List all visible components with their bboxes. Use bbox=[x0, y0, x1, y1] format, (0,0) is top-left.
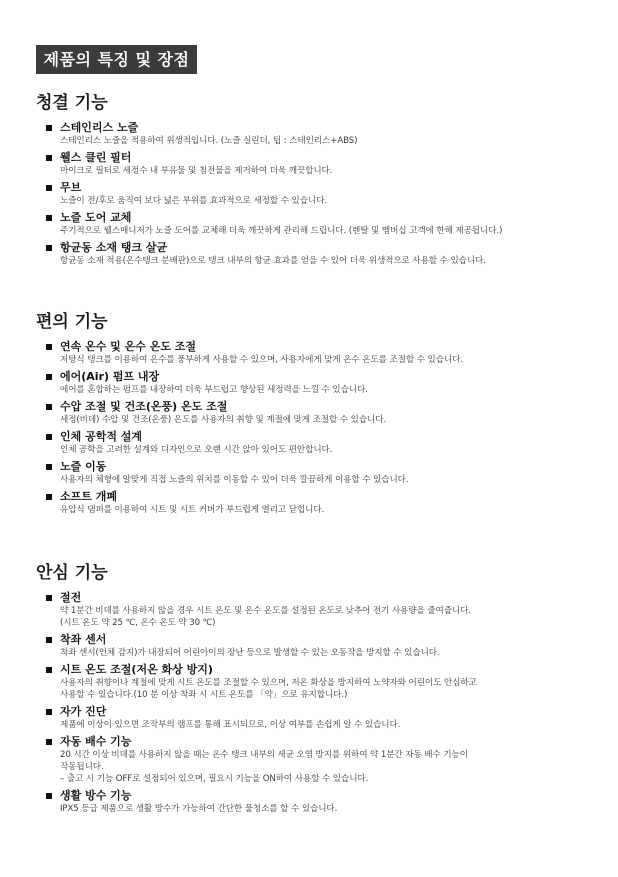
square-bullet-icon bbox=[46, 434, 52, 440]
section-title: 편의 기능 bbox=[36, 312, 108, 332]
feature-title-text: 에어(Air) 펌프 내장 bbox=[60, 370, 160, 383]
description-line: 유압식 댐퍼를 이용하여 시트 및 시트 커버가 부드럽게 열리고 닫힙니다. bbox=[60, 505, 325, 515]
feature-title bbox=[46, 369, 596, 384]
description-line: 노즐이 전/후로 움직여 보다 넓은 부위를 효과적으로 세정할 수 있습니다. bbox=[60, 196, 327, 206]
feature-item bbox=[46, 399, 596, 426]
description-line: 주기적으로 웰스매니저가 노즐 도어를 교체해 더욱 깨끗하게 관리해 드립니다. (렌탈 및 멤버십 고객에 한해 제공됩니다.) bbox=[60, 226, 503, 236]
feature-item bbox=[46, 120, 596, 147]
square-bullet-icon bbox=[46, 464, 52, 470]
square-bullet-icon bbox=[46, 125, 52, 131]
feature-title-text: 노즐 도어 교체 bbox=[60, 211, 132, 224]
feature-item bbox=[46, 459, 596, 486]
feature-list bbox=[36, 590, 596, 815]
feature-description bbox=[60, 255, 596, 267]
feature-description bbox=[60, 474, 596, 486]
description-line: (시트 온도 약 25 ℃, 온수 온도 약 30 ℃) bbox=[60, 618, 216, 628]
feature-description bbox=[60, 803, 596, 815]
feature-title-text: 스테인리스 노즐 bbox=[60, 121, 139, 134]
feature-description bbox=[60, 135, 596, 147]
feature-title-text: 수압 조절 및 건조(온풍) 온도 조절 bbox=[60, 400, 228, 413]
feature-description bbox=[60, 605, 596, 629]
feature-title bbox=[46, 459, 596, 474]
feature-title bbox=[46, 240, 596, 255]
feature-title bbox=[46, 150, 596, 165]
feature-list bbox=[36, 120, 596, 267]
feature-title bbox=[46, 704, 596, 719]
feature-item bbox=[46, 180, 596, 207]
feature-title-text: 무브 bbox=[60, 181, 82, 194]
feature-title-text: 연속 온수 및 온수 온도 조절 bbox=[60, 340, 197, 353]
section-title: 청결 기능 bbox=[36, 93, 108, 113]
feature-item bbox=[46, 150, 596, 177]
page-banner: 제품의 특징 및 장점 bbox=[36, 45, 197, 74]
description-line: 사용할 수 있습니다.(10 분 이상 착좌 시 시트 온도를 「약」으로 유지합니다.) bbox=[60, 690, 348, 700]
feature-title bbox=[46, 399, 596, 414]
feature-description bbox=[60, 195, 596, 207]
feature-title-text: 항균동 소재 탱크 살균 bbox=[60, 241, 168, 254]
description-line: 제품에 이상이 있으면 조작부의 램프를 통해 표시되므로, 이상 여부를 손쉽게 알 수 있습니다. bbox=[60, 720, 401, 730]
square-bullet-icon bbox=[46, 709, 52, 715]
square-bullet-icon bbox=[46, 215, 52, 221]
feature-item bbox=[46, 590, 596, 629]
description-line: 사용자의 취향이나 계절에 맞게 시트 온도를 조절할 수 있으며, 저온 화상을 방지하여 노약자와 어린이도 안심하고 bbox=[60, 678, 477, 688]
description-line: 사용자의 체형에 알맞게 직접 노즐의 위치를 이동할 수 있어 더욱 깔끔하게 이용할 수 있습니다. bbox=[60, 475, 409, 485]
feature-description bbox=[60, 384, 596, 396]
square-bullet-icon bbox=[46, 595, 52, 601]
square-bullet-icon bbox=[46, 245, 52, 251]
feature-title bbox=[46, 632, 596, 647]
square-bullet-icon bbox=[46, 404, 52, 410]
feature-description bbox=[60, 354, 596, 366]
feature-title bbox=[46, 120, 596, 135]
section-convenience bbox=[36, 311, 596, 516]
feature-title bbox=[46, 429, 596, 444]
feature-item bbox=[46, 240, 596, 267]
section-safety bbox=[36, 562, 596, 815]
description-line: – 출고 시 기능 OFF로 설정되어 있으며, 필요시 기능을 ON하여 사용할 수 있습니다. bbox=[60, 774, 369, 784]
feature-title bbox=[46, 489, 596, 504]
feature-title-text: 소프트 개폐 bbox=[60, 490, 117, 503]
feature-item bbox=[46, 489, 596, 516]
square-bullet-icon bbox=[46, 793, 52, 799]
description-line: 저탕식 탱크를 이용하여 온수를 풍부하게 사용할 수 있으며, 사용자에게 맞게 온수 온도를 조절할 수 있습니다. bbox=[60, 355, 463, 365]
feature-description bbox=[60, 749, 596, 785]
feature-item bbox=[46, 788, 596, 815]
feature-description bbox=[60, 677, 596, 701]
feature-title-text: 웰스 클린 필터 bbox=[60, 151, 132, 164]
description-line: 에어를 혼합하는 펌프를 내장하여 더욱 부드럽고 향상된 세정력을 느낄 수 있습니다. bbox=[60, 385, 368, 395]
feature-item bbox=[46, 369, 596, 396]
feature-description bbox=[60, 165, 596, 177]
square-bullet-icon bbox=[46, 494, 52, 500]
feature-item bbox=[46, 662, 596, 701]
description-line: 20 시간 이상 비데를 사용하지 않을 때는 온수 탱크 내부의 세균 오염 방지를 위하여 약 1분간 자동 배수 기능이 bbox=[60, 750, 468, 760]
feature-title bbox=[46, 339, 596, 354]
feature-item bbox=[46, 734, 596, 785]
square-bullet-icon bbox=[46, 155, 52, 161]
feature-title-text: 자동 배수 기능 bbox=[60, 735, 132, 748]
feature-description bbox=[60, 225, 596, 237]
feature-title bbox=[46, 590, 596, 605]
section-cleaning bbox=[36, 92, 596, 267]
description-line: 항균동 소재 적용(온수탱크 분배판)으로 탱크 내부의 항균 효과를 얻을 수 있어 더욱 위생적으로 사용할 수 있습니다. bbox=[60, 256, 486, 266]
feature-item bbox=[46, 429, 596, 456]
feature-title bbox=[46, 180, 596, 195]
feature-item bbox=[46, 210, 596, 237]
feature-title bbox=[46, 734, 596, 749]
square-bullet-icon bbox=[46, 374, 52, 380]
feature-title bbox=[46, 662, 596, 677]
square-bullet-icon bbox=[46, 637, 52, 643]
square-bullet-icon bbox=[46, 344, 52, 350]
description-line: 착좌 센서(인체 감지)가 내장되어 어린아이의 장난 등으로 발생할 수 있는 오동작을 방지할 수 있습니다. bbox=[60, 648, 440, 658]
description-line: 인체 공학을 고려한 설계와 디자인으로 오랜 시간 앉아 있어도 편안합니다. bbox=[60, 445, 333, 455]
description-line: 스테인리스 노즐을 적용하여 위생적입니다. (노즐 실린더, 팁 : 스테인리스+ABS) bbox=[60, 136, 358, 146]
description-line: 마이크로 필터로 세정수 내 부유물 및 침전물을 제거하여 더욱 깨끗합니다. bbox=[60, 166, 333, 176]
feature-description bbox=[60, 414, 596, 426]
feature-title bbox=[46, 210, 596, 225]
feature-title-text: 인체 공학적 설계 bbox=[60, 430, 143, 443]
feature-description bbox=[60, 504, 596, 516]
feature-title bbox=[46, 788, 596, 803]
feature-title-text: 노즐 이동 bbox=[60, 460, 107, 473]
feature-item bbox=[46, 339, 596, 366]
feature-title-text: 착좌 센서 bbox=[60, 633, 107, 646]
feature-title-text: 시트 온도 조절(저온 화상 방지) bbox=[60, 663, 213, 676]
description-line: 세정(비데) 수압 및 건조(온풍) 온도를 사용자의 취향 및 계절에 맞게 조절할 수 있습니다. bbox=[60, 415, 387, 425]
feature-description bbox=[60, 647, 596, 659]
square-bullet-icon bbox=[46, 739, 52, 745]
feature-title-text: 절전 bbox=[60, 591, 82, 604]
description-line: 작동됩니다. bbox=[60, 762, 104, 772]
feature-description bbox=[60, 719, 596, 731]
description-line: 약 1분간 비데를 사용하지 않을 경우 시트 온도 및 온수 온도를 설정된 온도로 낮추어 전기 사용량을 줄여줍니다. bbox=[60, 606, 471, 616]
feature-title-text: 생활 방수 기능 bbox=[60, 789, 132, 802]
feature-item bbox=[46, 632, 596, 659]
feature-title-text: 자가 진단 bbox=[60, 705, 107, 718]
feature-list bbox=[36, 339, 596, 516]
square-bullet-icon bbox=[46, 667, 52, 673]
section-title: 안심 기능 bbox=[36, 563, 108, 583]
feature-item bbox=[46, 704, 596, 731]
feature-description bbox=[60, 444, 596, 456]
description-line: IPX5 등급 제품으로 생활 방수가 가능하여 간단한 물청소를 할 수 있습니다. bbox=[60, 804, 338, 814]
square-bullet-icon bbox=[46, 185, 52, 191]
